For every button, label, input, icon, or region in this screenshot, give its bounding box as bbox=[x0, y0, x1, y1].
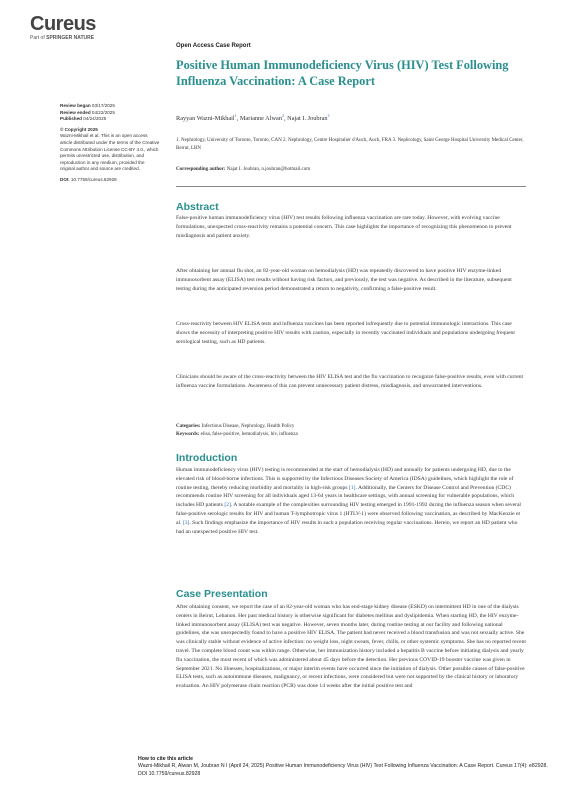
review-began bbox=[60, 103, 160, 110]
copyright bbox=[60, 127, 160, 134]
author-name[interactable]: Marianne Alwan bbox=[239, 115, 282, 123]
categories-label: Categories: bbox=[176, 424, 201, 429]
article-type-label: Open Access Case Report bbox=[176, 43, 251, 49]
header-divider bbox=[176, 186, 526, 187]
logo-subtitle-prefix: Part of bbox=[30, 35, 47, 41]
article-info-sidebar bbox=[60, 103, 160, 184]
keywords-value: elisa, false-positive, hemodialysis, hiv, influenza bbox=[200, 432, 298, 437]
doi-label: DOI: bbox=[60, 176, 70, 182]
logo-subtitle bbox=[30, 35, 96, 41]
review-began-date: 03/17/2025 bbox=[91, 103, 115, 108]
abstract-paragraph: Clinicians should be aware of the cross-reactivity between the HIV ELISA test and the flu vaccination to recognize false-positive results, even with current influenza vaccine formulations. Awareness of this can prevent unnecessary patient distress, misdiagnosis, and unwarranted interventions. bbox=[176, 374, 524, 389]
cureus-logo bbox=[30, 14, 96, 41]
published-label: Published bbox=[60, 116, 82, 122]
doi bbox=[60, 177, 160, 184]
affiliation-ref[interactable]: 1 bbox=[234, 113, 237, 118]
keywords-label: Keywords: bbox=[176, 432, 200, 437]
published-date: 04/24/2025 bbox=[83, 116, 107, 122]
intro-text: . Additionally, the Centers for Disease Control and Prevention (CDC) recommends routine HIV screening for all individuals aged 13-64 years in healthcare settings, with annual screening for vulnerable populations, which includes HD patients bbox=[176, 484, 515, 509]
article-title: Positive Human Immunodeficiency Virus (HIV) Test Following Influenza Vaccination: A Case Report bbox=[176, 58, 509, 88]
categories-value: Infectious Disease, Nephrology, Health Policy bbox=[201, 424, 295, 429]
intro-text: . Such findings emphasize the importance of HIV results in such a population receiving regular vaccinations. Herein, we report an HD patient who had an unexpected positive HIV test. bbox=[176, 519, 518, 535]
corresponding-value[interactable]: Najat I. Joubran, n.joubran@hotmail.com bbox=[226, 167, 311, 172]
published bbox=[60, 116, 160, 123]
author-list bbox=[176, 113, 330, 122]
review-began-label: Review began bbox=[60, 103, 91, 108]
review-ended-date: 04/22/2025 bbox=[91, 109, 115, 115]
case-paragraph: After obtaining consent, we report the case of an 82-year-old woman who has end-stage kidney disease (ESKD) on intermittent HD in one of the dialysis centers in Beirut, Lebanon. Her past medical history is otherwise significant for diabetes mellitus and dyslipidemia. When starting HD, the HIV enzyme-linked immunosorbent assay (ELISA) test was negative. However, seven months later, during routine testing at our facility and following national guidelines, she was unexpectedly found to have a positive HIV ELISA. The patient had never received a blood transfusion and was not sexually active. She was clinically stable without evidence of active infection: no weight loss, night sweats, fever, chills, or other systemic symptoms. She has no reported recent travel. The complete blood count was within range. Otherwise, her immunization history included a hepatitis B vaccine before initiating dialysis and yearly flu vaccination, the most recent of which was administered about 45 days before the detection. Her previous COVID-19 booster vaccine was given in September 2021. No illnesses, hospitalizations, or major interim events have occurred since the initiation of dialysis. Other possible causes of false-positive ELISA tests, such as autoimmune diseases, malignancy, or recent infections, were considered but were not supported by the clinical history or laboratory evaluation. An HIV polymerase chain reaction (PCR) was done 14 weeks after the initial positive test and bbox=[176, 604, 526, 690]
affiliation-ref[interactable]: 3 bbox=[327, 113, 330, 118]
abstract-heading: Abstract bbox=[176, 201, 219, 213]
copyright-label: © Copyright 2025 bbox=[60, 126, 98, 132]
abstract-paragraph: False-positive human immunodeficiency virus (HIV) test results following influenza vaccination are rare today. However, with evolving vaccine formulations, unexpected cross-reactivity remains a potential concern. This case highlights the importance of recognizing this phenomenon to prevent misdiagnosis and patient anxiety. bbox=[176, 215, 512, 239]
corresponding-author bbox=[176, 167, 310, 172]
introduction-paragraph bbox=[176, 466, 526, 536]
citation-link[interactable]: [1] bbox=[348, 484, 356, 491]
affiliation-ref[interactable]: 2 bbox=[281, 113, 284, 118]
corresponding-label: Corresponding author: bbox=[176, 167, 226, 172]
author-separator: , bbox=[236, 115, 240, 123]
logo-subtitle-brand: SPRINGER NATURE bbox=[46, 35, 95, 41]
review-ended-label: Review ended bbox=[60, 109, 91, 115]
citation-link[interactable]: [3] bbox=[182, 519, 190, 526]
how-to-cite-heading: How to cite this article bbox=[138, 756, 194, 762]
how-to-cite bbox=[138, 756, 548, 778]
review-ended bbox=[60, 110, 160, 117]
abstract-paragraph: Cross-reactivity between HIV ELISA tests and influenza vaccines has been reported infrequently due to potential immunologic interactions. This case shows the necessity of interpreting positive HIV results with caution, especially in recently vaccinated individuals and populations undergoing frequent serological testing, such as HD patients. bbox=[176, 321, 515, 345]
intro-text: . A notable example of the complexities surrounding HIV testing emerged in 1991-1992 during the influenza season when several false-positive serologic results for HIV and human T-lymphotropic virus 1 (HTLV-1) were observed following vaccination, as described by MacKenzie et al. bbox=[176, 502, 521, 526]
author-separator: , bbox=[283, 115, 288, 123]
logo-wordmark: Cureus bbox=[30, 13, 96, 35]
introduction-heading: Introduction bbox=[176, 452, 238, 464]
abstract-paragraph: After obtaining her annual flu shot, an 82-year-old woman on hemodialysis (HD) was repeatedly discovered to have positive HIV enzyme-linked immunosorbent assay (ELISA) test results without having risk factors, and previously, the test was negative. As described in the literature, subsequent testing during the anticipated reversion period demonstrated a return to negativity, confirming a false-positive result. bbox=[176, 268, 512, 292]
affiliations: 1. Nephrology, University of Toronto, Toronto, CAN 2. Nephrology, Centre Hospitalier d'Auch, Auch, FRA 3. Nephrology, Saint George Hospital University Medical Center, Beirut, LBN bbox=[176, 138, 524, 151]
citation-link[interactable]: [2] bbox=[224, 502, 231, 509]
keywords bbox=[176, 431, 526, 438]
license-text: Wazni-Mikhail et al. This is an open access article distributed under the terms of the Creative Commons Attribution License CC-BY 4.0., which permits unrestricted use, distribution, and reproduction in any medium, provided the original author and source are credited. bbox=[60, 133, 160, 172]
citation-text: Wazni-Mikhail R, Alwan M, Joubran N I (April 24, 2025) Positive Human Immunodeficiency Virus (HIV) Test Following Influenza Vaccination: A Case Report. Cureus 17(4): e82928. DOI 10.7759/cureus.82928 bbox=[138, 763, 548, 777]
case-presentation-heading: Case Presentation bbox=[176, 588, 268, 600]
author-name[interactable]: Najat I. Joubran bbox=[287, 115, 328, 123]
categories bbox=[176, 423, 526, 430]
doi-value[interactable]: 10.7759/cureus.82928 bbox=[70, 176, 117, 182]
author-name[interactable]: Rayyan Wazni-Mikhail bbox=[176, 115, 235, 123]
intro-text: Human immunodeficiency virus (HIV) testing is recommended at the start of hemodialysis (HD) and annually for patients undergoing HD, due to the elevated risk of blood-borne infections. This is supported by the Infectious Diseases Society of America (IDSA) guidelines, which highlight the role of routine testing, thereby reducing morbidity and mortality in high-risk groups bbox=[176, 467, 514, 491]
